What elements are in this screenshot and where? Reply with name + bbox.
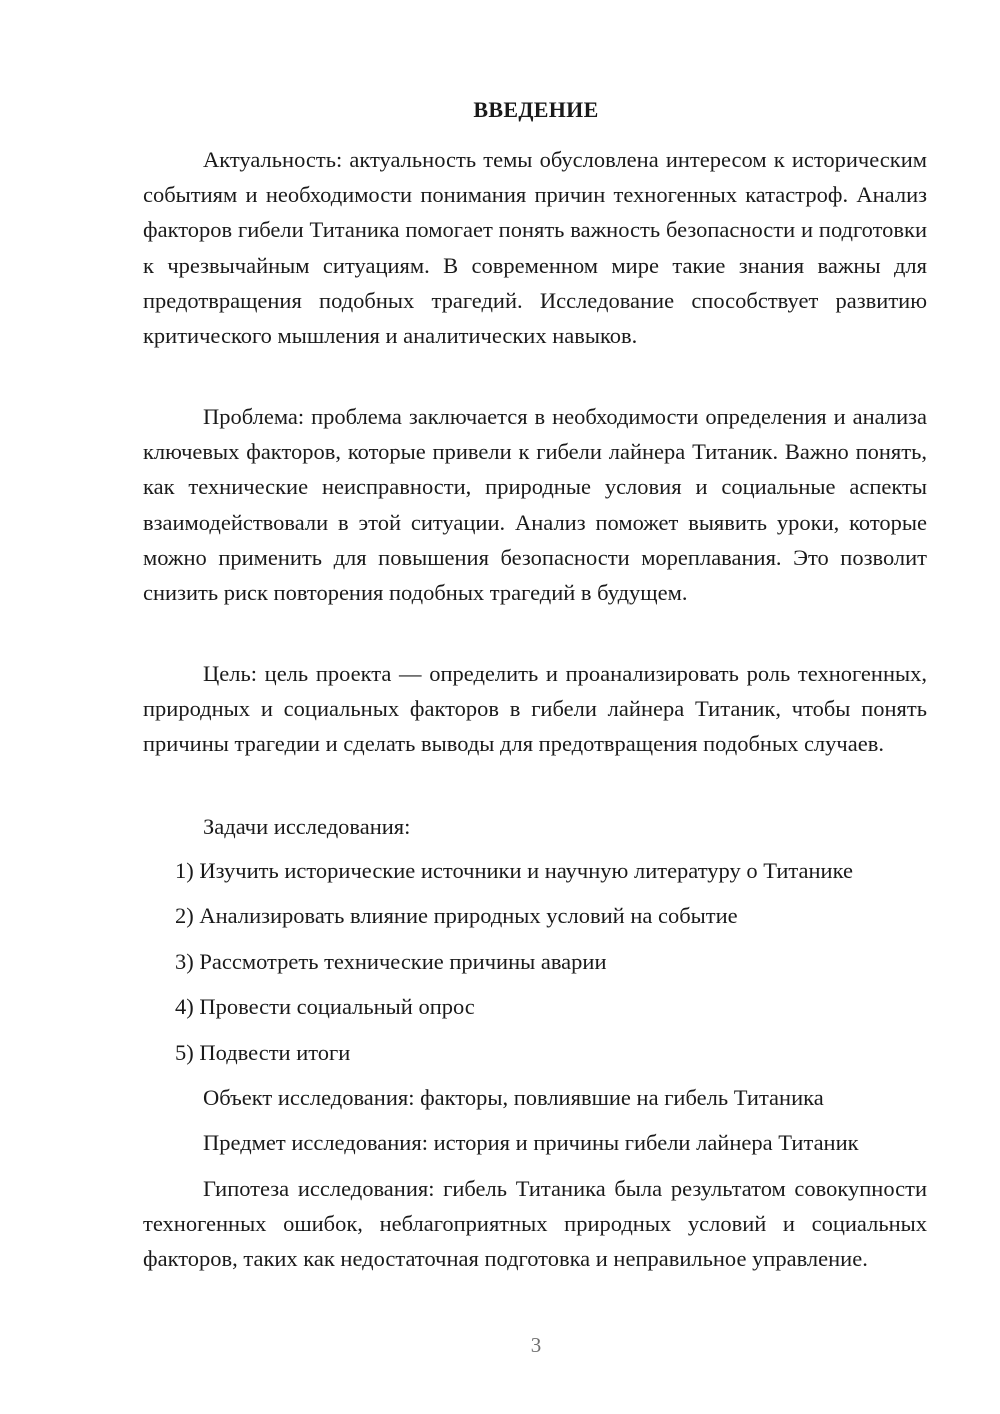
page-title: ВВЕДЕНИЕ [473, 97, 599, 122]
task-item-1: 1) Изучить исторические источники и научную литературу о Титанике [175, 858, 853, 883]
goal-paragraph: Цель: цель проекта — определить и проанализировать роль техногенных, природных и социальных факторов в гибели лайнера Титаник, чтобы понять причины трагедии и сделать выводы для предотвращения подобных случаев. [143, 661, 927, 757]
task-item-2: 2) Анализировать влияние природных условий на событие [175, 903, 738, 928]
page-number: 3 [530, 1333, 542, 1357]
tasks-title: Задачи исследования: [203, 814, 411, 839]
task-item-4: 4) Провести социальный опрос [175, 994, 475, 1019]
research-subject: Предмет исследования: история и причины гибели лайнера Титаник [203, 1130, 859, 1155]
research-object: Объект исследования: факторы, повлиявшие на гибель Титаника [203, 1085, 824, 1110]
task-item-5: 5) Подвести итоги [175, 1040, 351, 1065]
problem-paragraph: Проблема: проблема заключается в необходимости определения и анализа ключевых факторов, которые привели к гибели лайнера Титаник. Важно понять, как технические неисправности, природные условия и социальные аспекты взаимодействовали в этой ситуации. Анализ поможет выявить уроки, которые можно применить для повышения безопасности мореплавания. Это позволит снизить риск повторения подобных трагедий в будущем. [143, 404, 927, 606]
relevance-paragraph: Актуальность: актуальность темы обусловлена интересом к историческим событиям и необходимости понимания причин техногенных катастроф. Анализ факторов гибели Титаника помогает понять важность безопасности и подготовки к чрезвычайным ситуациям. В современном мире такие знания важны для предотвращения подобных трагедий. Исследование способствует развитию критического мышления и аналитических навыков. [143, 147, 927, 349]
hypothesis-paragraph: Гипотеза исследования: гибель Титаника была результатом совокупности техногенных ошибок, неблагоприятных природных условий и социальных факторов, таких как недостаточная подготовка и неправильное управление. [143, 1176, 927, 1272]
task-item-3: 3) Рассмотреть технические причины аварии [175, 949, 607, 974]
